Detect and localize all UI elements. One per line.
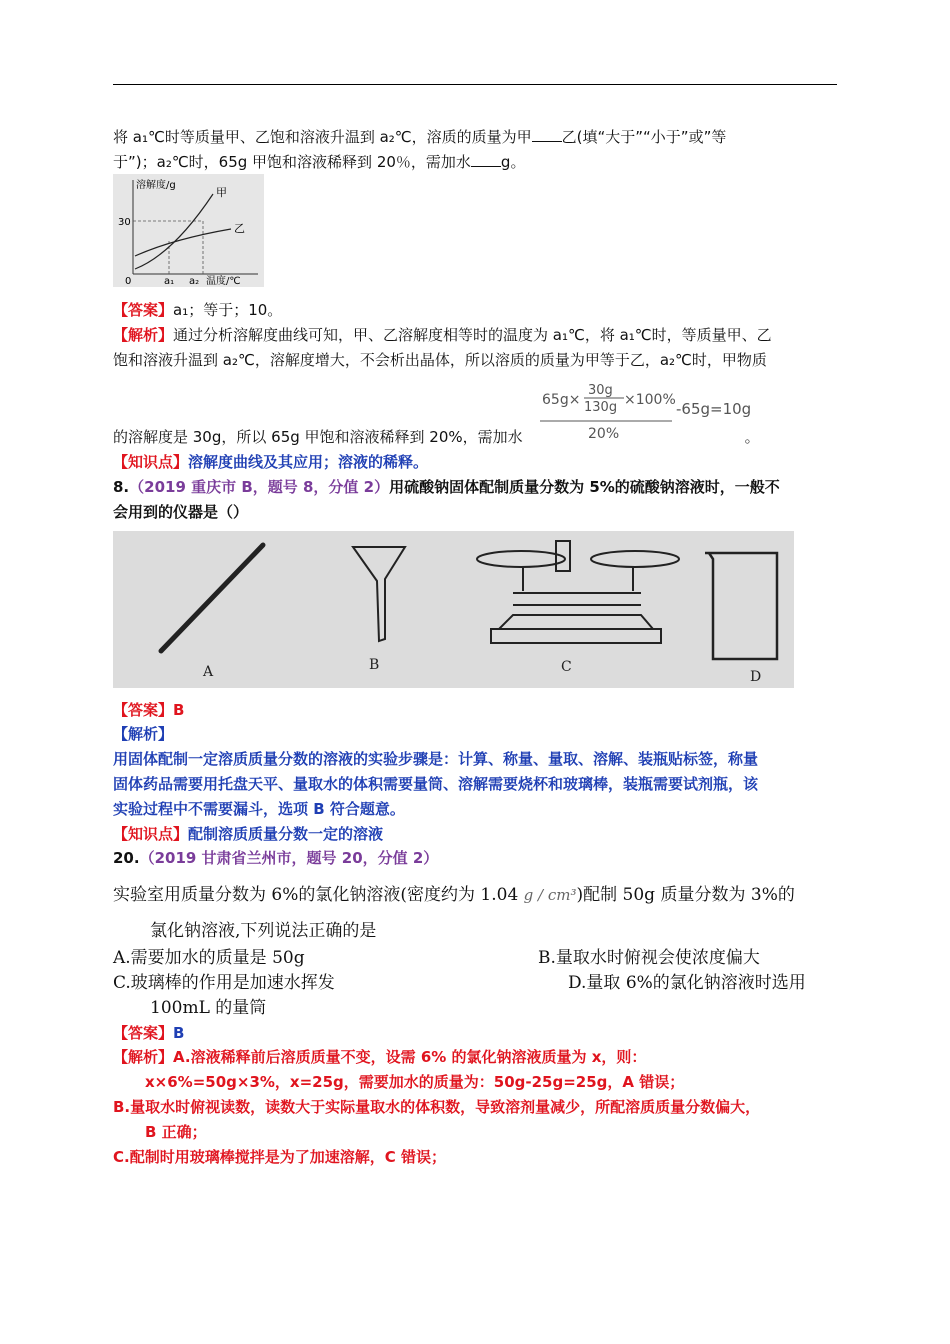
apparatus-figure <box>113 531 794 688</box>
q8-analysis-line1: 用固体配制一定溶质质量分数的溶液的实验步骤是：计算、称量、量取、溶解、装瓶贴标签，称量 <box>113 750 759 768</box>
solubility-curve-figure <box>113 174 264 287</box>
q20-analysis-line5: C.配制时用玻璃棒搅拌是为了加速溶解，C 错误； <box>113 1148 446 1166</box>
answer-blank <box>471 152 501 167</box>
series-label-jia: 甲 <box>216 186 227 199</box>
q8-stem-line2: 会用到的仪器是（） <box>113 503 249 521</box>
origin-label: 0 <box>125 276 132 287</box>
x-tick-a2: a₂ <box>189 276 200 287</box>
q20-answer: 【答案】B <box>113 1024 185 1042</box>
q20-option-a: A.需要加水的质量是 50g <box>113 948 305 968</box>
funnel <box>353 547 405 641</box>
glass-rod <box>161 545 263 651</box>
q7-analysis-line2: 饱和溶液升温到 a₂℃，溶解度增大，不会析出晶体，所以溶质的质量为甲等于乙，a₂℃时，甲物质 <box>113 351 767 369</box>
beaker <box>705 553 777 659</box>
q20-stem-line1: 实验室用质量分数为 6%的氯化钠溶液(密度约为 1.04 g / cm³)配制 50g 质量分数为 3%的 <box>113 885 795 905</box>
svg-text:-65g=10g: -65g=10g <box>676 400 752 418</box>
q20-analysis-line2: x×6%=50g×3%，x=25g，需要加水的质量为：50g-25g=25g，A 错误； <box>145 1073 685 1091</box>
q8-analysis-line3: 实验过程中不需要漏斗，选项 B 符合题意。 <box>113 800 405 818</box>
q7-stem-line1: 将 a₁℃时等质量甲、乙饱和溶液升温到 a₂℃，溶质的质量为甲 乙(填“大于”“小于”或”等 <box>113 128 727 146</box>
option-label-b: B <box>369 657 380 673</box>
y-axis-label: 溶解度/g <box>136 180 176 191</box>
header-rule <box>113 84 837 85</box>
q20-option-b: B.量取水时俯视会使浓度偏大 <box>538 948 760 968</box>
svg-text:65g×: 65g× <box>542 392 581 408</box>
q20-analysis-line1: 【解析】A.溶液稀释前后溶质质量不变，设需 6% 的氯化钠溶液质量为 x，则： <box>113 1048 647 1066</box>
option-label-d: D <box>750 669 762 685</box>
x-tick-a1: a₁ <box>164 276 175 287</box>
svg-text:30g: 30g <box>588 384 613 398</box>
q20-stem-line2: 氯化钠溶液,下列说法正确的是 <box>150 921 377 941</box>
q20-option-c: C.玻璃棒的作用是加速水挥发 <box>113 973 335 993</box>
q8-answer: 【答案】B <box>113 701 185 719</box>
q7-analysis-line1: 【解析】通过分析溶解度曲线可知，甲、乙溶解度相等时的温度为 a₁℃，将 a₁℃时，等质量甲、乙 <box>113 326 772 344</box>
q8-analysis-tag: 【解析】 <box>113 725 174 743</box>
q7-answer: 【答案】a₁；等于；10。 <box>113 301 283 319</box>
q8-knowledge-point: 【知识点】配制溶质质量分数一定的溶液 <box>113 825 384 843</box>
q20-header: 20.（2019 甘肃省兰州市，题号 20，分值 2） <box>113 849 439 867</box>
x-axis-label: 温度/℃ <box>206 276 241 287</box>
q20-analysis-line4: B 正确； <box>145 1123 207 1141</box>
series-label-yi: 乙 <box>234 222 245 235</box>
svg-text:20%: 20% <box>588 426 620 442</box>
option-label-a: A <box>203 664 214 680</box>
q8-stem-line1: 8.（2019 重庆市 B，题号 8，分值 2）用硫酸钠固体配制质量分数为 5%的硫酸钠溶液时，一般不 <box>113 478 780 496</box>
option-label-c: C <box>561 659 572 675</box>
y-tick: 30 <box>118 217 131 228</box>
q7-knowledge-point: 【知识点】溶解度曲线及其应用；溶液的稀释。 <box>113 453 429 471</box>
q20-option-d: D.量取 6%的氯化钠溶液时选用 <box>568 973 806 993</box>
svg-text:130g: 130g <box>584 400 618 415</box>
svg-text:×100%: ×100% <box>624 392 676 408</box>
q7-stem-line2: 于”)；a₂℃时，65g 甲饱和溶液稀释到 20％，需加水 g。 <box>113 153 526 171</box>
q7-analysis-line3: 的溶解度是 30g，所以 65g 甲饱和溶液稀释到 20%，需加水 。 <box>113 428 760 446</box>
q20-option-d-cont: 100mL 的量筒 <box>150 998 267 1018</box>
q8-analysis-line2: 固体药品需要用托盘天平、量取水的体积需要量筒、溶解需要烧杯和玻璃棒，装瓶需要试剂瓶，该 <box>113 775 759 793</box>
answer-blank <box>532 127 562 142</box>
balance <box>477 541 679 643</box>
q20-analysis-line3: B.量取水时俯视读数，读数大于实际量取水的体积数，导致溶剂量减少，所配溶质质量分数偏大， <box>113 1098 761 1116</box>
curve-jia <box>135 194 213 269</box>
